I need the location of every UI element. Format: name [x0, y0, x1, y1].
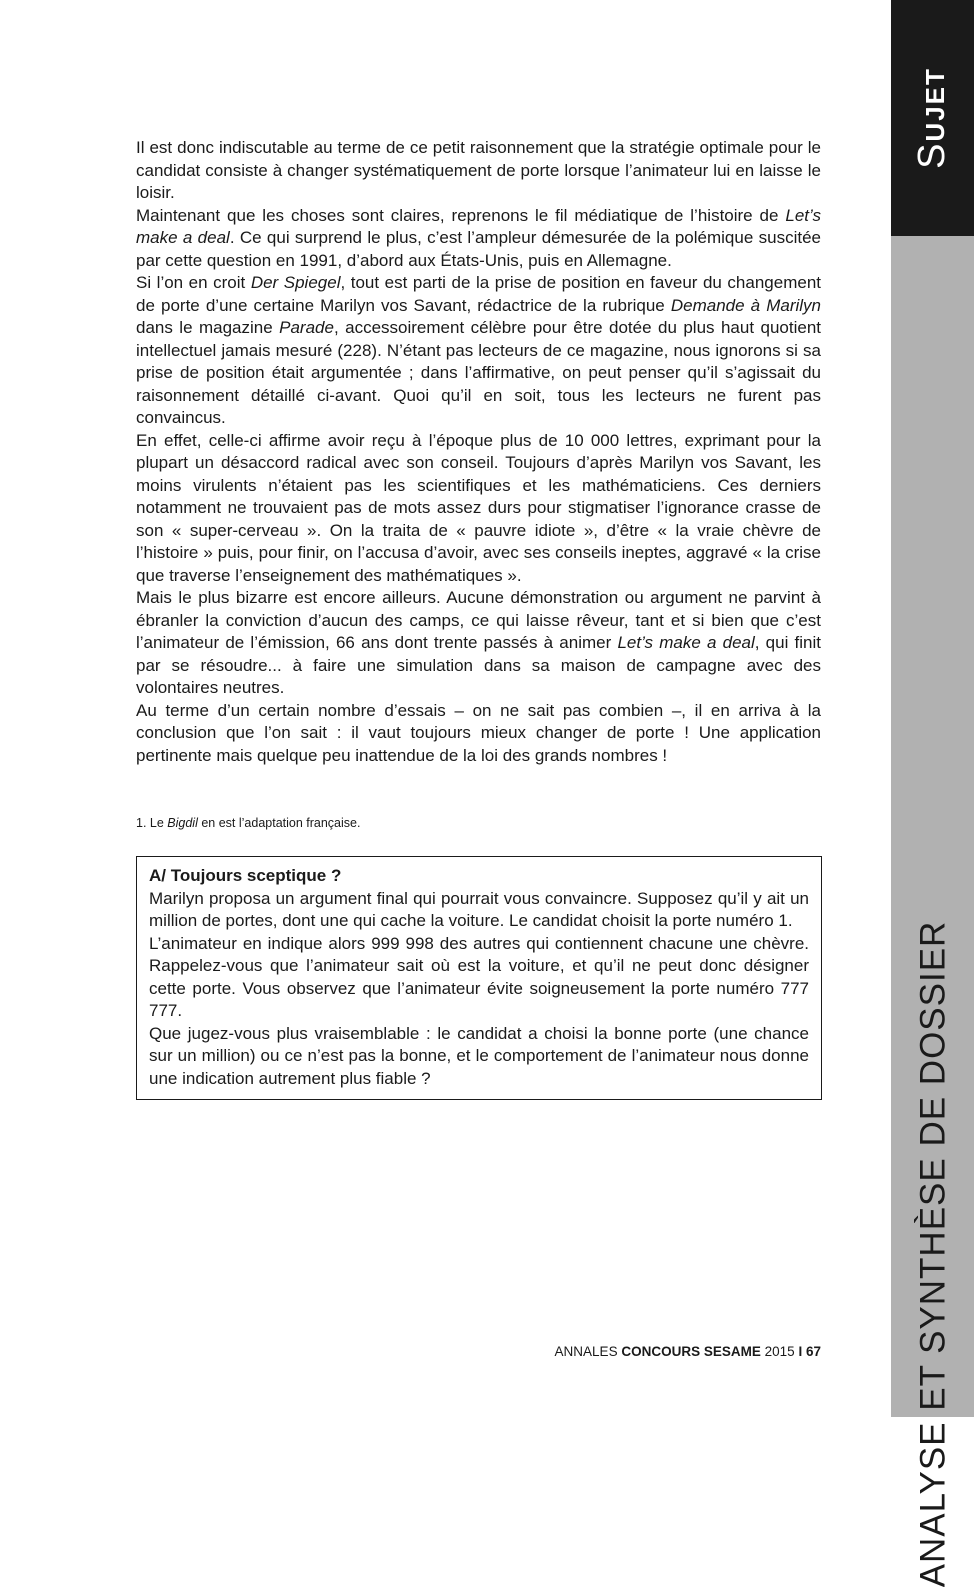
page-footer — [555, 1344, 821, 1360]
italic-title: Parade — [279, 318, 334, 337]
footnote — [136, 815, 821, 831]
body-paragraph — [136, 137, 821, 205]
footer-concours: CONCOURS SESAME — [621, 1344, 761, 1359]
chapter-label: ANALYSE ET SYNTHÈSE DE DOSSIER — [913, 920, 953, 1587]
section-label — [913, 67, 951, 169]
section-label-initial: S — [911, 141, 953, 169]
section-label-rest: UJET — [920, 67, 950, 142]
body-paragraph — [136, 587, 821, 700]
sidebar-top-band — [891, 0, 974, 236]
body-paragraph — [136, 272, 821, 430]
text-run: dans le magazine — [136, 318, 280, 337]
italic-title: Bigdil — [167, 816, 198, 830]
page-number: 67 — [805, 1344, 821, 1359]
exercise-box-paragraph: Marilyn proposa un argument final qui pourrait vous convaincre. Supposez qu’il y ait un million de portes, dont une qui cache la voiture. Le candidat choisit la porte numéro 1. — [149, 888, 809, 930]
italic-title: Let’s make a deal — [617, 633, 755, 652]
sidebar-bottom-band — [891, 236, 974, 1587]
text-run: , tout est parti de la prise de position en faveur du changement de porte d’une certaine Marilyn vos Savant, rédactrice de la rubrique — [136, 273, 822, 315]
body-paragraph — [136, 700, 821, 768]
text-run: . Ce qui surprend le plus, c’est l’ampleur démesurée de la polémique suscitée par cette question en 1991, d’abord aux États-Unis, puis en Allemagne. — [136, 228, 821, 270]
text-run: , qui finit par se résoudre... à faire une simulation dans sa maison de campagne avec des volontaires neutres. — [136, 633, 822, 697]
text-run: Mais le plus bizarre est encore ailleurs. Aucune démonstration ou argument ne parvint à ébranler la conviction d’aucun des camps, ce qui laisse rêveur, tant et si bien que c’est l’animateur de l’émission, 66 ans dont trente passés à animer — [136, 588, 821, 652]
body-paragraph — [136, 430, 821, 588]
exercise-box-paragraph: L’animateur en indique alors 999 998 des autres qui contiennent chacune une chèvre. Rappelez-vous que l’animateur sait où est la voiture, et qu’il ne peut donc désigner cette porte. Vous observez que l’animateur évite soigneusement la porte numéro 777 777. — [149, 933, 809, 1020]
body-paragraph — [136, 205, 821, 273]
text-run: Il est donc indiscutable au terme de ce petit raisonnement que la stratégie optimale pour le candidat consiste à changer systématiquement de porte lorsque l’animateur lui en laisse le loisir. — [136, 138, 821, 202]
text-run: , accessoirement célèbre pour être dotée du plus haut quotient intellectuel jamais mesuré (228). N’étant pas lecteurs de ce magazine, nous ignorons si sa prise de position était argumentée ; dans l’affirmative, on peut penser qu’il s’agissait du raisonnement détaillé ci-avant. Quoi qu’il en soit, tous les lecteurs ne furent pas convaincus. — [136, 318, 822, 427]
footer-year: 2015 — [764, 1344, 795, 1359]
italic-title: Let’s make a deal — [136, 205, 821, 247]
text-run: 1. Le — [136, 816, 168, 830]
exercise-box-title: A/ Toujours sceptique ? — [149, 866, 342, 885]
text-run: Maintenant que les choses sont claires, reprenons le fil médiatique de l’histoire de — [136, 205, 786, 225]
text-run: Au terme d’un certain nombre d’essais – on ne sait pas combien –, il en arriva à la conclusion que l’on sait : il vaut toujours mieux changer de porte ! Une application pertinente mais quelque peu inattendue de la loi des grands nombres ! — [136, 700, 821, 765]
sidebar — [891, 0, 974, 1587]
exercise-box — [136, 856, 822, 1100]
italic-title: Der Spiegel — [250, 273, 341, 292]
main-text — [136, 137, 821, 767]
text-run: En effet, celle-ci affirme avoir reçu à l’époque plus de 10 000 lettres, exprimant pour la plupart un désaccord radical avec son conseil. Toujours d’après Marilyn vos Savant, les moins virulents n’étaient pas les scientifiques et les mathématiciens. Ces derniers notamment ne trouvaient pas de mots assez durs pour stigmatiser l’ignorance crasse de son « super-cerveau ». On la traita de « pauvre idiote », d’être « la vraie chèvre de l’histoire » puis, pour finir, on l’accusa d’avoir, avec ses conseils ineptes, aggravé « la crise que traverse l’enseignement des mathématiques ». — [136, 430, 821, 585]
text-run: Si l’on en croit — [136, 273, 251, 292]
italic-title: Demande à Marilyn — [670, 295, 821, 315]
text-run: en est l’adaptation française. — [197, 816, 361, 830]
footer-separator: I — [798, 1344, 803, 1359]
footer-annales: ANNALES — [554, 1344, 618, 1359]
exercise-box-paragraph: Que jugez-vous plus vraisemblable : le candidat a choisi la bonne porte (une chance sur un million) ou ce n’est pas la bonne, et le comportement de l’animateur nous donne une indication autrement plus fiable ? — [149, 1023, 809, 1088]
